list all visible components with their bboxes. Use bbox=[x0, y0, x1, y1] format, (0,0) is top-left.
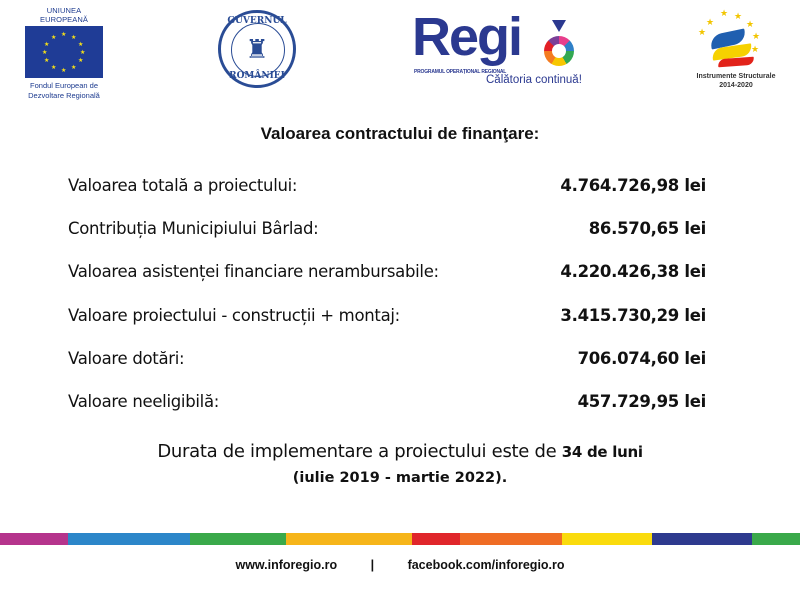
row-label: Contribuția Municipiului Bârlad: bbox=[68, 219, 319, 238]
band-segment bbox=[68, 533, 190, 545]
footer-separator: | bbox=[370, 558, 375, 572]
regio-slogan: Călătoria continuă! bbox=[486, 74, 582, 86]
implementation-period: (iulie 2019 - martie 2022). bbox=[292, 470, 508, 486]
row-label: Valoare dotări: bbox=[68, 349, 185, 368]
row-label: Valoarea totală a proiectului: bbox=[68, 176, 298, 195]
duration-text: Durata de implementare a proiectului este de bbox=[157, 441, 562, 462]
structural-line1: Instrumente Structurale bbox=[696, 73, 776, 80]
footer bbox=[0, 558, 800, 572]
seal-bottom-text: ROMÂNIEI bbox=[229, 71, 285, 81]
structural-instruments-label bbox=[688, 72, 784, 90]
website-link[interactable]: www.inforegio.ro bbox=[235, 558, 338, 572]
band-segment bbox=[562, 533, 652, 545]
value-row-construction bbox=[68, 306, 706, 330]
eu-logo bbox=[22, 6, 106, 101]
contract-value-title: Valoarea contractului de finanţare: bbox=[260, 124, 540, 143]
row-value: 4.220.426,38 lei bbox=[560, 262, 706, 281]
row-value: 86.570,65 lei bbox=[588, 219, 706, 238]
star-icon: ★ bbox=[746, 20, 755, 30]
star-icon: ★ bbox=[706, 18, 715, 28]
government-seal-logo bbox=[218, 10, 296, 88]
structural-line2: 2014-2020 bbox=[719, 82, 753, 89]
color-band bbox=[0, 533, 800, 545]
duration-months: 34 de luni bbox=[561, 443, 643, 461]
seal-top-text: GUVERNUL bbox=[227, 16, 287, 26]
star-icon: ★ bbox=[751, 45, 760, 55]
band-segment bbox=[190, 533, 286, 545]
value-row-total bbox=[68, 176, 706, 200]
eu-fund-line1: Fondul European de bbox=[30, 81, 98, 90]
row-value: 3.415.730,29 lei bbox=[560, 306, 706, 325]
band-segment bbox=[0, 533, 68, 545]
eu-logo-title: UNIUNEA EUROPEANĂ bbox=[40, 6, 88, 24]
regio-program-text: PROGRAMUL OPERAȚIONAL REGIONAL bbox=[414, 69, 507, 75]
structural-instruments-logo bbox=[688, 6, 784, 89]
value-row-ineligible bbox=[68, 392, 706, 416]
regio-logo bbox=[412, 7, 582, 92]
star-icon: ★ bbox=[720, 9, 729, 19]
band-segment bbox=[286, 533, 412, 545]
band-segment bbox=[652, 533, 752, 545]
value-row-municipal-contribution bbox=[68, 219, 706, 243]
regio-triangle-icon bbox=[552, 20, 566, 32]
regio-wordmark: Regi bbox=[412, 7, 522, 67]
eu-flag-icon: ★ ★ ★ ★ ★ ★ ★ ★ ★ ★ ★ ★ bbox=[25, 26, 103, 78]
row-label: Valoare neeligibilă: bbox=[68, 392, 220, 411]
value-row-equipment bbox=[68, 349, 706, 373]
eu-fund-line2: Dezvoltare Regională bbox=[28, 91, 100, 100]
implementation-duration bbox=[0, 441, 800, 462]
row-value: 457.729,95 lei bbox=[577, 392, 706, 411]
band-segment bbox=[460, 533, 562, 545]
row-label: Valoarea asistenței financiare nerambursabile: bbox=[68, 262, 439, 281]
band-segment bbox=[412, 533, 460, 545]
coat-of-arms-icon: ♜ bbox=[245, 35, 269, 65]
star-icon: ★ bbox=[734, 12, 743, 22]
band-segment bbox=[752, 533, 800, 545]
row-label: Valoare proiectului - construcții + montaj: bbox=[68, 306, 400, 325]
facebook-link[interactable]: facebook.com/inforegio.ro bbox=[407, 558, 565, 572]
row-value: 706.074,60 lei bbox=[577, 349, 706, 368]
regio-color-ring-icon bbox=[544, 36, 574, 66]
row-value: 4.764.726,98 lei bbox=[560, 176, 706, 195]
value-row-nonrefundable-aid bbox=[68, 262, 706, 286]
star-icon: ★ bbox=[698, 28, 707, 38]
star-icon: ★ bbox=[752, 32, 761, 42]
